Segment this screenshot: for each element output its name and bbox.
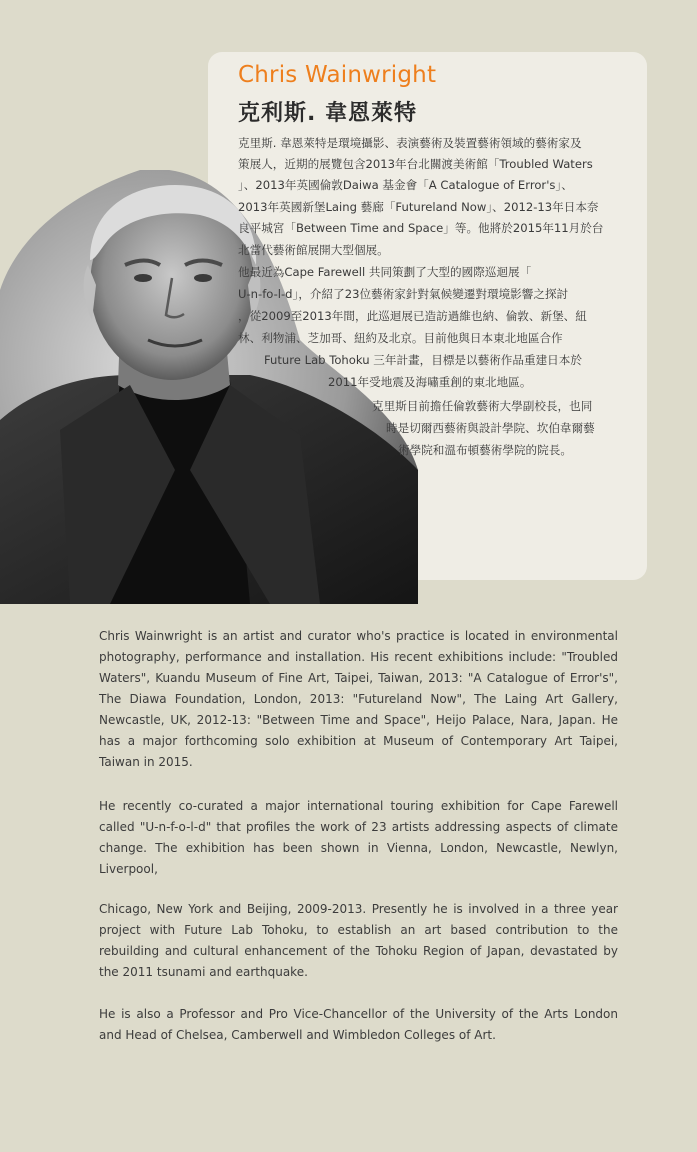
name-english: Chris Wainwright	[238, 62, 437, 88]
english-bio-paragraph: He recently co-curated a major international touring exhibition for Cape Farewell called "U-n-f-o-l-d" that profiles the work of 23 artists addressing aspects of climate change. The exhibition has been shown in Vienna, London, Newcastle, Newlyn, Liverpool,	[99, 799, 618, 876]
zh-bio-line: 」、2013年英國倫敦Daiwa 基金會「A Catalogue of Error's」、	[238, 178, 573, 192]
zh-bio-line: 2011年受地震及海嘯重創的東北地區。	[328, 375, 532, 389]
zh-bio-line: Future Lab Tohoku 三年計畫，目標是以藝術作品重建日本於	[264, 353, 582, 367]
english-bio-paragraph: Chris Wainwright is an artist and curator who's practice is located in environmental photography, performance and installation. His recent exhibitions include: "Troubled Waters", Kuandu Museum of Fine Art, Taipei, Taiwan, 2013: "A Catalogue of Error's", The Diawa Foundation, London, 2013: "Futureland Now", The Laing Art Gallery, Newcastle, UK, 2012-13: "Between Time and Space", Heijo Palace, Nara, Japan. He has a major forthcoming solo exhibition at Museum of Contemporary Art Taipei, Taiwan in 2015.	[99, 629, 618, 769]
zh-bio-line: 策展人，近期的展覽包含2013年台北關渡美術館「Troubled Waters	[238, 157, 593, 171]
zh-bio-line: 術學院和溫布頓藝術學院的院長。	[398, 443, 572, 457]
zh-bio-line: 2013年英國新堡Laing 藝廊「Futureland Now」、2012-13年日本奈	[238, 200, 599, 214]
english-bio-paragraph: He is also a Professor and Pro Vice-Chancellor of the University of the Arts London and Head of Chelsea, Camberwell and Wimbledon Colleges of Art.	[99, 1007, 618, 1042]
zh-bio-line: 他最近為Cape Farewell 共同策劃了大型的國際巡迴展「	[238, 265, 532, 279]
name-chinese: 克利斯. 韋恩萊特	[238, 101, 418, 126]
zh-bio-line: 林、利物浦、芝加哥、紐約及北京。目前他與日本東北地區合作	[238, 331, 563, 345]
zh-bio-line: ，從2009至2013年間，此巡迴展已造訪過維也納、倫敦、新堡、紐	[238, 309, 587, 323]
english-bio-paragraph: Chicago, New York and Beijing, 2009-2013. Presently he is involved in a three year project with Future Lab Tohoku, to establish an art based contribution to the rebuilding and cultural enhancement of the Tohoku Region of Japan, devastated by the 2011 tsunami and earthquake.	[99, 902, 618, 979]
zh-bio-line: 克里斯目前擔任倫敦藝術大學副校長，也同	[372, 399, 593, 413]
zh-bio-line: 良平城宮「Between Time and Space」等。他將於2015年11月於台	[238, 221, 604, 235]
zh-bio-line: U-n-fo-l-d」，介紹了23位藝術家針對氣候變遷對環境影響之探討	[238, 287, 569, 301]
zh-bio-line: 時是切爾西藝術與設計學院、坎伯韋爾藝	[386, 421, 595, 435]
zh-bio-line: 北當代藝術館展開大型個展。	[238, 243, 389, 257]
zh-bio-line: 克里斯. 韋恩萊特是環境攝影、表演藝術及裝置藝術領域的藝術家及	[238, 136, 582, 150]
